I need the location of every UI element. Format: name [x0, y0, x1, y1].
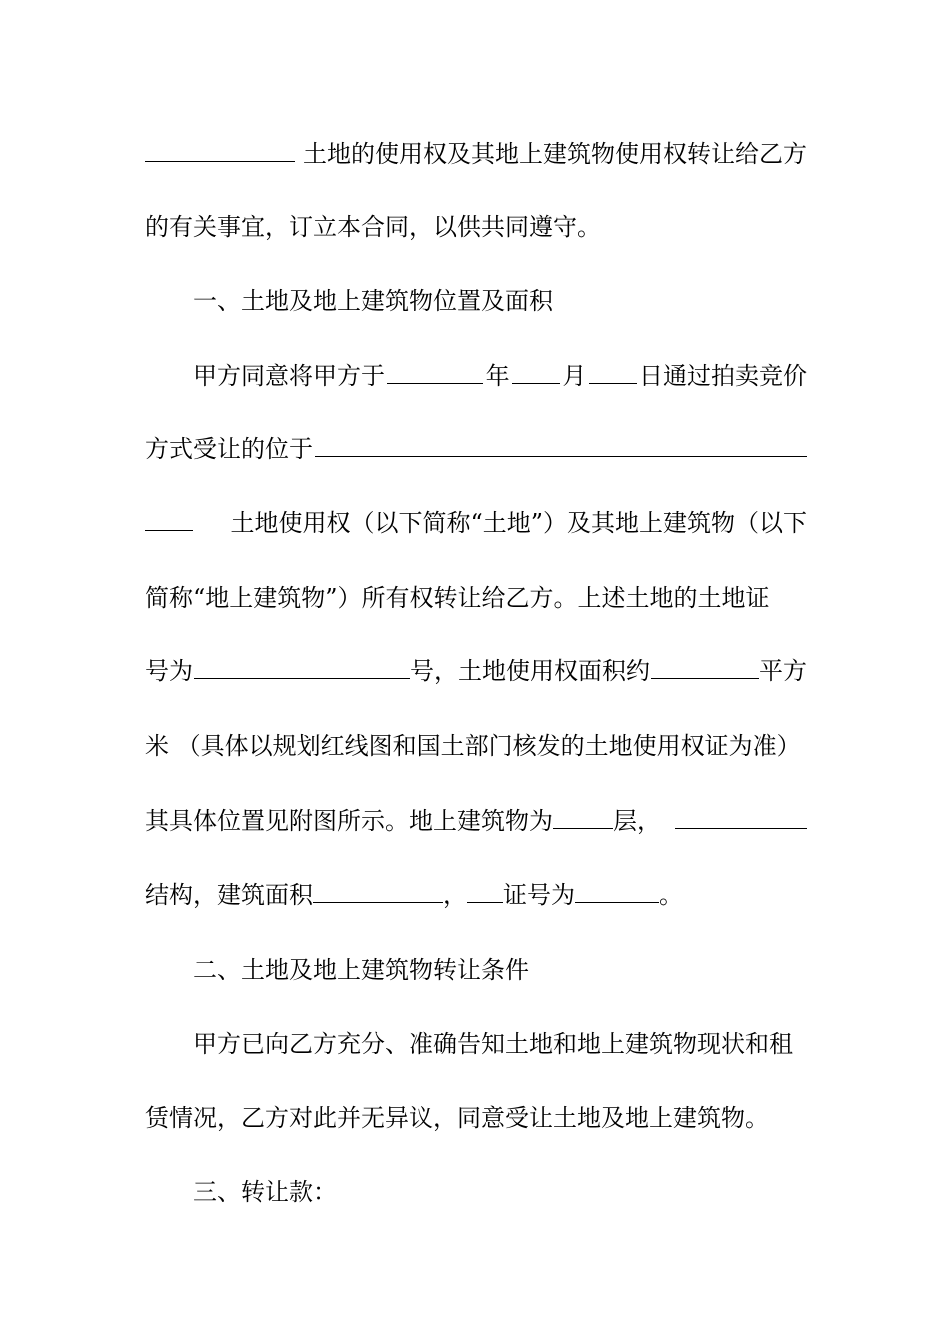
- text-segment: 简称“地上建筑物”）所有权转让给乙方。上述土地的土地证: [145, 584, 770, 612]
- text-segment: 甲方已向乙方充分、准确告知土地和地上建筑物现状和租: [193, 1030, 793, 1058]
- paragraph-line: [145, 139, 807, 169]
- text-segment: 二、土地及地上建筑物转让条件: [193, 956, 529, 984]
- text-segment: 日通过拍卖竞价: [638, 362, 807, 390]
- fill-in-blank: [589, 361, 637, 384]
- fill-in-blank: [675, 806, 807, 829]
- section-heading: [193, 1177, 807, 1207]
- paragraph-line: [145, 583, 807, 613]
- paragraph-line: [145, 212, 807, 242]
- paragraph-line: [145, 1103, 807, 1133]
- fill-in-blank: [387, 361, 483, 384]
- text-segment: 平方: [759, 657, 807, 685]
- text-segment: 的有关事宜，订立本合同，以供共同遵守。: [145, 213, 601, 241]
- paragraph-line: [145, 880, 807, 910]
- fill-in-blank: [145, 508, 193, 531]
- text-segment: 米 （具体以规划红线图和国土部门核发的土地使用权证为准）: [145, 732, 801, 760]
- text-segment: 土地使用权（以下简称“土地”）及其地上建筑物（以下: [230, 509, 807, 537]
- text-segment: 结构，建筑面积: [145, 881, 313, 909]
- text-segment: 。: [659, 881, 683, 909]
- fill-in-blank: [145, 139, 295, 162]
- text-segment: 月: [562, 362, 587, 390]
- text-segment: 层，: [613, 807, 661, 835]
- fill-in-blank: [575, 880, 659, 903]
- fill-in-blank: [512, 361, 560, 384]
- fill-in-blank: [313, 880, 443, 903]
- fill-in-blank: [467, 880, 503, 903]
- paragraph-line: [145, 508, 807, 538]
- fill-in-blank: [315, 434, 807, 457]
- paragraph-line: [145, 806, 807, 836]
- text-segment: 号为: [145, 657, 193, 685]
- text-segment: 号，土地使用权面积约: [410, 657, 650, 685]
- text-segment: 三、转让款：: [193, 1178, 337, 1206]
- text-segment: 甲方同意将甲方于: [193, 362, 385, 390]
- section-heading: [193, 955, 807, 985]
- fill-in-blank: [194, 656, 410, 679]
- text-segment: 证号为: [503, 881, 575, 909]
- text-segment: 方式受让的位于: [145, 435, 313, 463]
- text-segment: 其具体位置见附图所示。地上建筑物为: [145, 807, 553, 835]
- paragraph-line: [145, 434, 807, 464]
- paragraph-line: [193, 361, 807, 391]
- paragraph-line: [145, 656, 807, 686]
- paragraph-line: [145, 731, 807, 761]
- fill-in-blank: [553, 806, 613, 829]
- text-segment: ，: [443, 881, 467, 909]
- section-heading: [193, 286, 807, 316]
- paragraph-line: [193, 1029, 807, 1059]
- text-segment: 土地的使用权及其地上建筑物使用权转让给乙方: [303, 140, 807, 168]
- text-segment: 年: [485, 362, 510, 390]
- fill-in-blank: [651, 656, 759, 679]
- text-segment: 赁情况，乙方对此并无异议，同意受让土地及地上建筑物。: [145, 1104, 769, 1132]
- text-segment: 一、土地及地上建筑物位置及面积: [193, 287, 553, 315]
